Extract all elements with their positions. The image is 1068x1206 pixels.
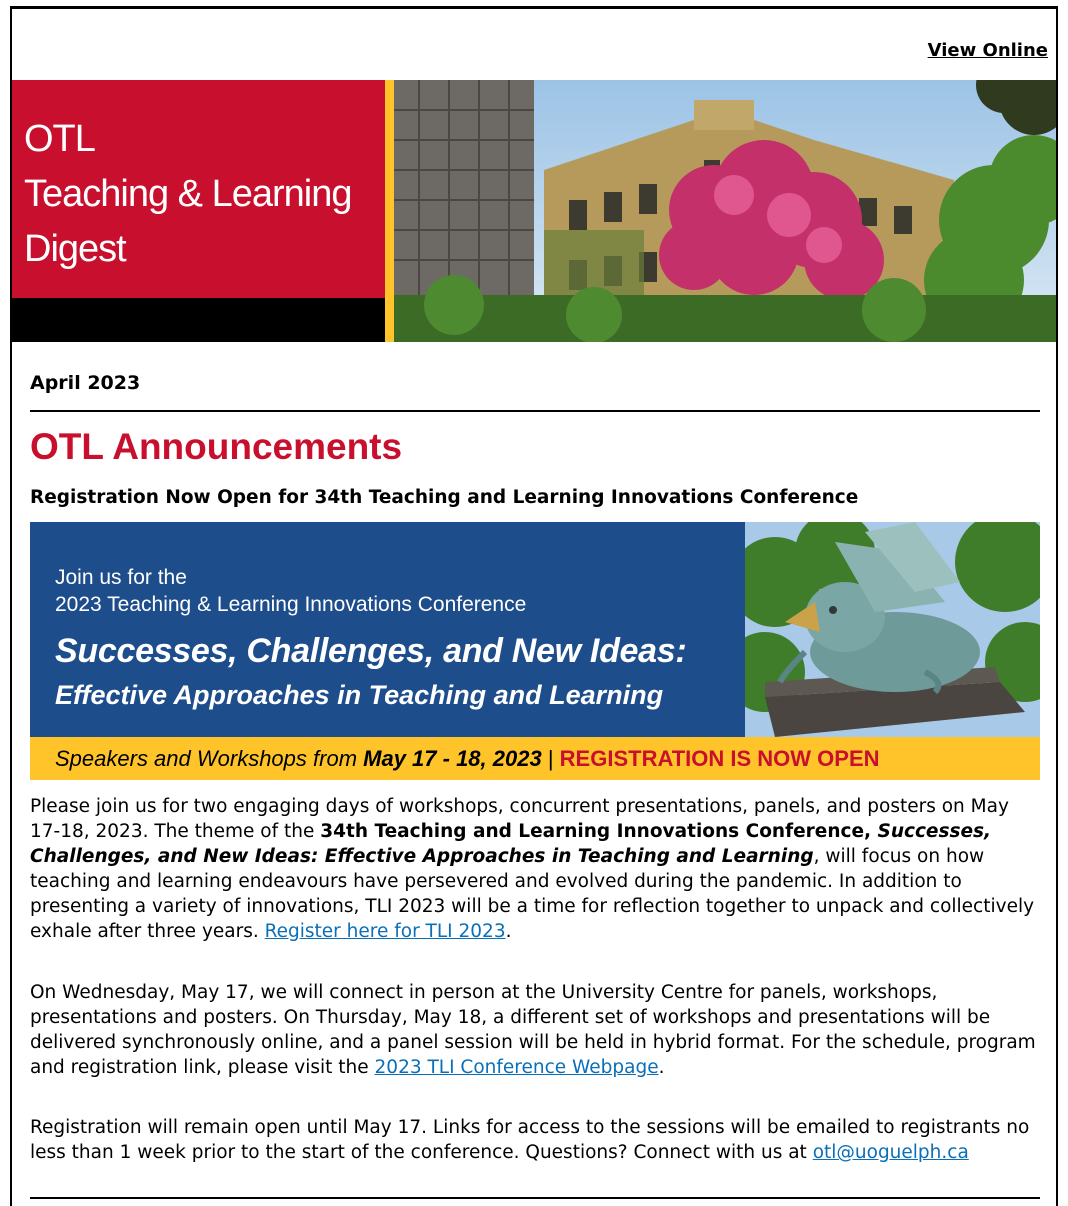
paragraph-intro-theme: Successes, Challenges, and New Ideas: Effective Approaches in Teaching and Learning xyxy=(30,821,992,867)
dates-separator: | xyxy=(541,746,560,771)
section-title: OTL Announcements xyxy=(30,426,403,467)
paragraph-intro xyxy=(30,794,1040,944)
paragraph-schedule-end: . xyxy=(658,1057,665,1078)
campus-building-illustration xyxy=(394,80,1056,342)
banner-gold-divider xyxy=(385,80,394,342)
gryphon-statue-photo xyxy=(745,522,1040,737)
issue-date: April 2023 xyxy=(30,372,141,394)
paragraph-intro-text-b: , will focus on how teaching and learning endeavours have persevered and evolved during the pandemic. In addition to presenting a variety of innovations, TLI 2023 will be a time for reflection together to unpack and collectively exhale after three years. xyxy=(30,846,1035,942)
banner-black-strip xyxy=(12,298,385,342)
conference-webpage-link[interactable]: 2023 TLI Conference Webpage xyxy=(374,1057,659,1078)
conference-banner-text-panel xyxy=(30,522,745,737)
conference-banner-line1: Join us for the xyxy=(55,566,187,589)
conference-banner-line2: 2023 Teaching & Learning Innovations Conference xyxy=(55,593,527,616)
email-frame xyxy=(10,6,1058,1206)
registration-open-label: REGISTRATION IS NOW OPEN xyxy=(559,746,880,771)
register-link[interactable]: Register here for TLI 2023 xyxy=(264,921,506,942)
banner-title-line3: Digest xyxy=(24,228,126,270)
conference-theme-line1: Successes, Challenges, and New Ideas: xyxy=(55,632,687,670)
banner-title xyxy=(24,112,351,277)
paragraph-intro-end: . xyxy=(505,921,512,942)
conference-theme-line2: Effective Approaches in Teaching and Learning xyxy=(55,680,664,710)
conference-dates: May 17 - 18, 2023 xyxy=(363,746,542,771)
banner-red-panel xyxy=(12,80,385,298)
contact-email-link[interactable]: otl@uoguelph.ca xyxy=(812,1142,969,1163)
campus-building-photo xyxy=(394,80,1056,342)
article-headline: Registration Now Open for 34th Teaching and Learning Innovations Conference xyxy=(30,487,859,508)
paragraph-schedule-text: On Wednesday, May 17, we will connect in person at the University Centre for panels, workshops, presentations and posters. On Thursday, May 18, a different set of workshops and presentations will be delivered synchronously online, and a panel session will be held in hybrid format. For the schedule, program and registration link, please visit the xyxy=(30,982,1036,1078)
banner-title-line2: Teaching & Learning xyxy=(24,173,352,215)
paragraph-registration xyxy=(30,1115,1040,1165)
conference-dates-bar xyxy=(30,737,1040,780)
speakers-text: Speakers and Workshops from xyxy=(55,746,364,771)
divider-top xyxy=(30,410,1040,412)
banner-title-line1: OTL xyxy=(24,118,95,160)
gryphon-statue-illustration xyxy=(745,522,1040,737)
paragraph-intro-conference-name: 34th Teaching and Learning Innovations Conference, xyxy=(320,821,878,842)
conference-banner[interactable] xyxy=(30,522,1040,780)
divider-bottom xyxy=(30,1197,1040,1199)
paragraph-registration-text: Registration will remain open until May 17. Links for access to the sessions will be emailed to registrants no less than 1 week prior to the start of the conference. Questions? Connect with us at xyxy=(30,1117,1030,1163)
view-online-link[interactable]: View Online xyxy=(927,40,1048,61)
header-banner xyxy=(12,80,1056,342)
paragraph-intro-text-a: Please join us for two engaging days of workshops, concurrent presentations, panels, and posters on May 17-18, 2023. The theme of the xyxy=(30,796,1009,842)
paragraph-schedule xyxy=(30,980,1040,1080)
